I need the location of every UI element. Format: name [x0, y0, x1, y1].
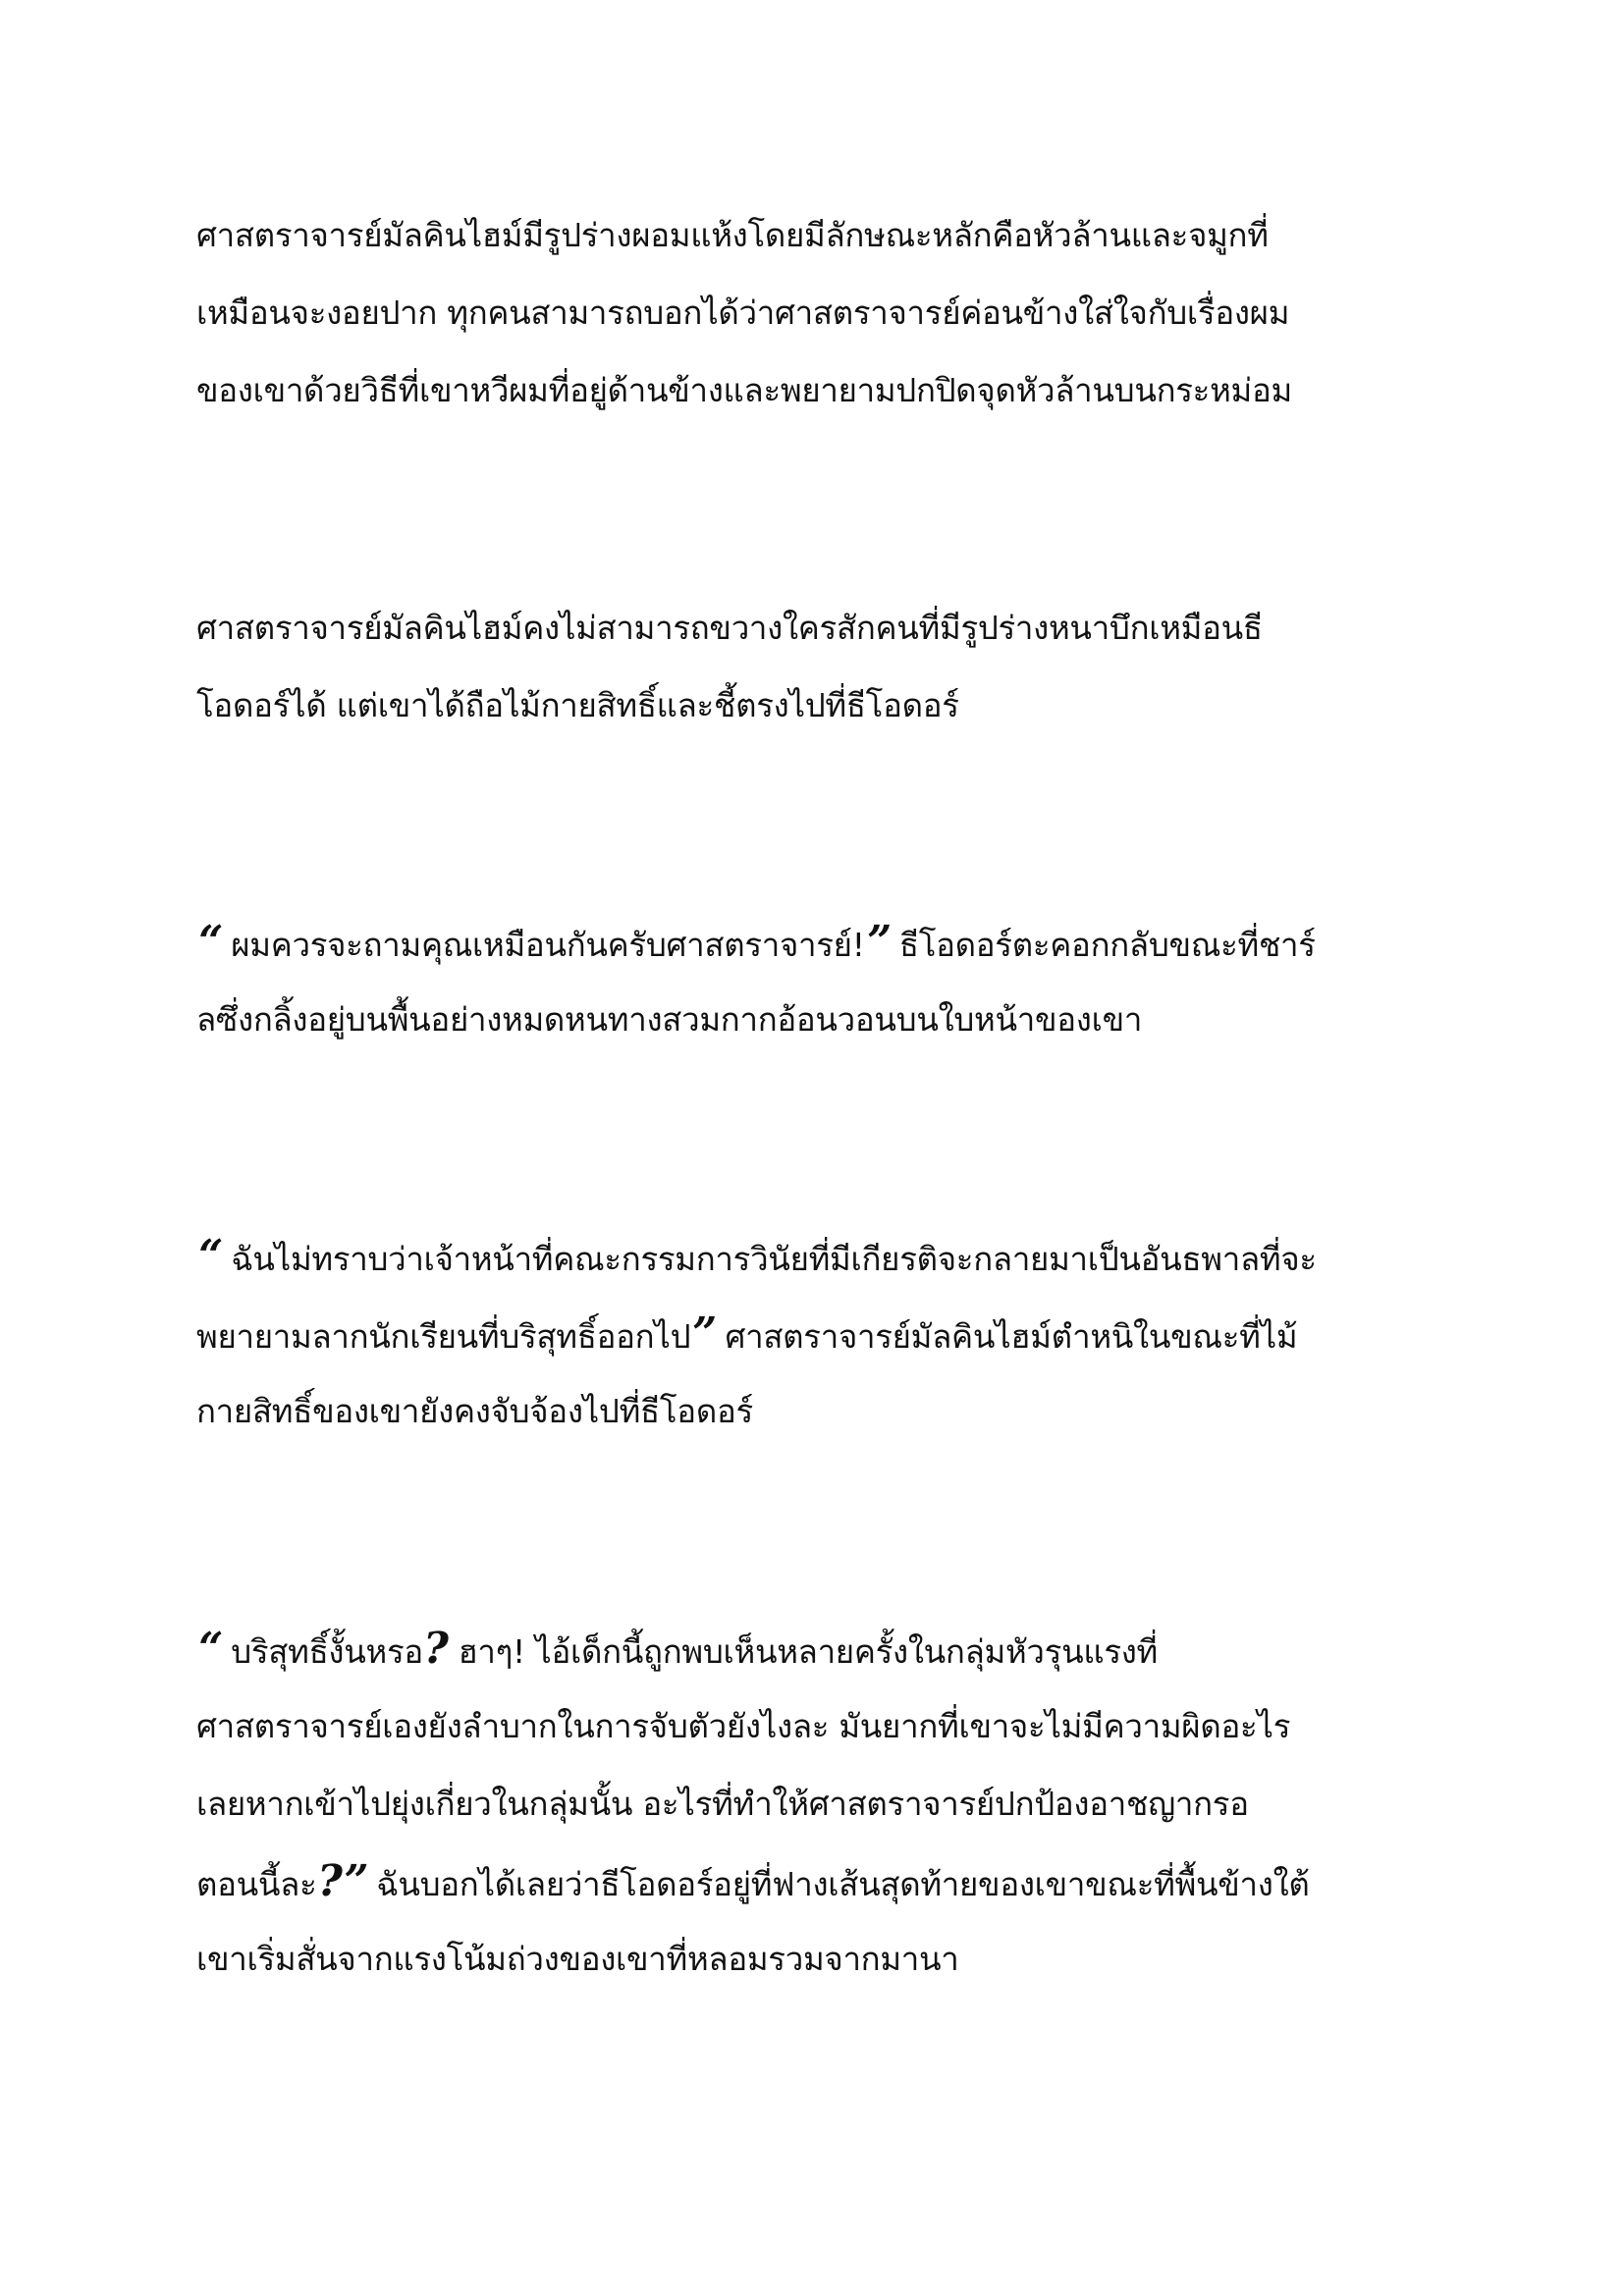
dialogue-text: ผมควรจะถามคุณเหมือนกันครับศาสตราจารย์! [221, 926, 865, 964]
dialogue-text: ตอนนี้ละ [196, 1865, 317, 1903]
text-line: เหมือนจะงอยปาก ทุกคนสามารถบอกได้ว่าศาสตราจารย์ค่อนข้างใส่ใจกับเรื่องผม [196, 294, 1290, 332]
dialogue-text: พยายามลากนักเรียนที่บริสุทธิ์ออกไป [196, 1317, 691, 1356]
text-line: ศาสตราจารย์เองยังลำบากในการจับตัวยังไงละ มันยากที่เขาจะไม่มีความผิดอะไร [196, 1707, 1291, 1745]
text-line: โอดอร์ได้ แต่เขาได้ถือไม้กายสิทธิ์และชี้ตรงไปที่ธีโอดอร์ [196, 686, 959, 724]
narration-text: ธีโอดอร์ตะคอกกลับขณะที่ชาร์ [889, 926, 1316, 964]
dialogue-text: ฮาๆ! ไอ้เด็กนี้ถูกพบเห็นหลายครั้งในกลุ่มหัวรุนแรงที่ [448, 1632, 1159, 1671]
paragraph-1 [196, 196, 1434, 429]
open-quote: “ [191, 1231, 226, 1281]
narration-text: ศาสตราจารย์มัลคินไฮม์ตำหนิในขณะที่ไม้ [715, 1317, 1298, 1356]
dialogue-text: บริสุทธิ์งั้นหรอ [221, 1632, 423, 1671]
narration-text: ฉันบอกได้เลยว่าธีโอดอร์อยู่ที่ฟางเส้นสุดท้ายของเขาขณะที่พื้นข้างใต้ [366, 1865, 1310, 1903]
paragraph-2 [196, 589, 1434, 744]
text-line: ศาสตราจารย์มัลคินไฮม์คงไม่สามารถขวางใครสักคนที่มีรูปร่างหนาบึกเหมือนธี [196, 609, 1263, 647]
paragraph-4 [191, 1217, 1434, 1450]
paragraph-3 [191, 903, 1434, 1058]
open-quote: “ [191, 1624, 226, 1674]
question-mark: ? [418, 1624, 453, 1674]
text-line [191, 1217, 1434, 1295]
text-line: ของเขาด้วยวิธีที่เขาหวีผมที่อยู่ด้านข้างและพยายามปกปิดจุดหัวล้านบนกระหม่อม [196, 371, 1292, 409]
text-line [191, 1610, 1434, 1687]
text-line: กายสิทธิ์ของเขายังคงจับจ้องไปที่ธีโอดอร์ [196, 1392, 753, 1430]
text-line [196, 1295, 1434, 1372]
open-quote: “ [191, 917, 226, 967]
text-line [196, 1842, 1434, 1920]
text-line: เลยหากเข้าไปยุ่งเกี่ยวในกลุ่มนั้น อะไรที่ทำให้ศาสตราจารย์ปกป้องอาชญากรอ [196, 1785, 1249, 1823]
close-quote: ” [860, 917, 894, 967]
paragraph-5 [191, 1610, 1434, 1998]
close-quote: ” [685, 1308, 720, 1359]
close-quote: ?” [312, 1856, 371, 1906]
text-line: ศาสตราจารย์มัลคินไฮม์มีรูปร่างผอมแห้งโดยมีลักษณะหลักคือหัวล้านและจมูกที่ [196, 216, 1269, 254]
dialogue-text: ฉันไม่ทราบว่าเจ้าหน้าที่คณะกรรมการวินัยที่มีเกียรติจะกลายมาเป็นอันธพาลที่จะ [221, 1240, 1317, 1278]
text-line: เขาเริ่มสั่นจากแรงโน้มถ่วงของเขาที่หลอมรวมจากมานา [196, 1940, 959, 1978]
text-line: ลซึ่งกลิ้งอยู่บนพื้นอย่างหมดหนทางสวมกากอ้อนวอนบนใบหน้าของเขา [196, 1000, 1143, 1039]
text-line [191, 903, 1434, 981]
